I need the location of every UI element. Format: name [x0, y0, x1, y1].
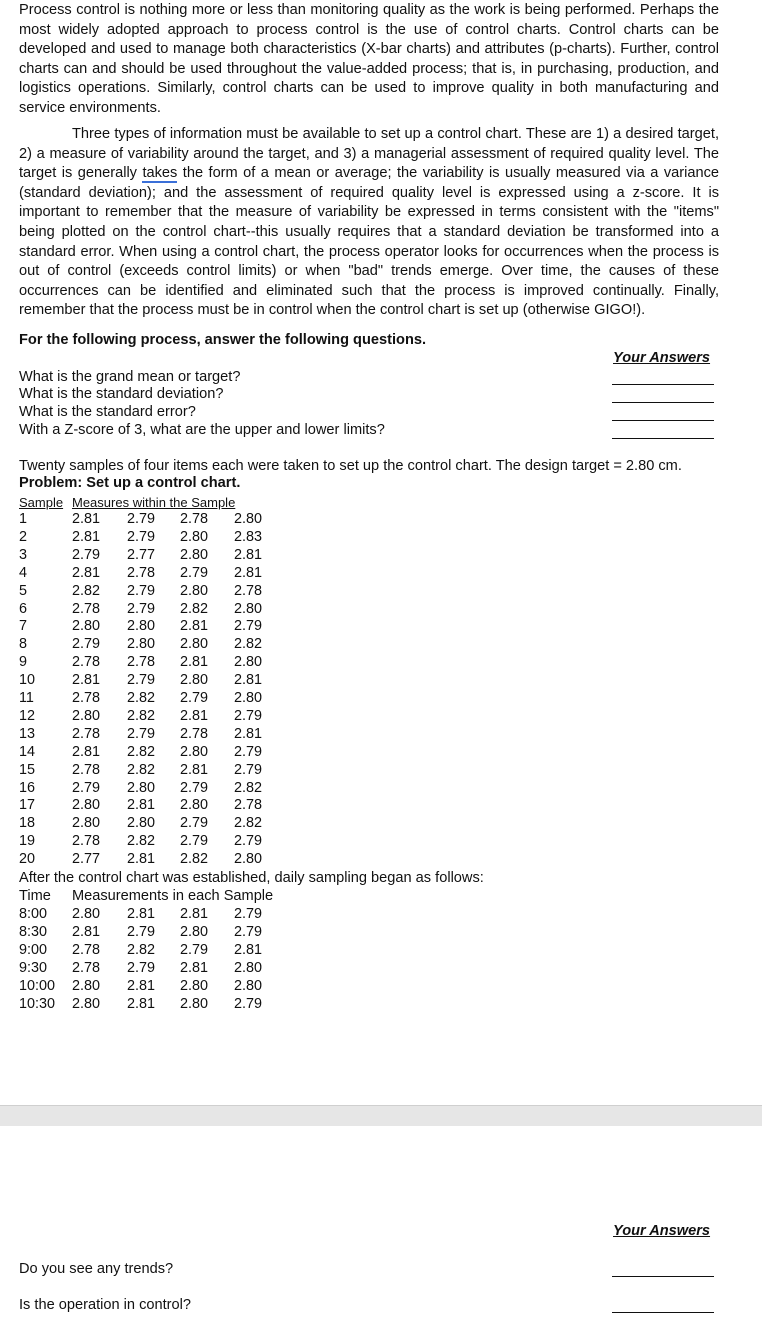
sample-value: 2.81	[180, 618, 209, 635]
sample-value: 2.80	[127, 815, 156, 832]
sample-value: 2.80	[180, 672, 209, 689]
sample-row	[0, 635, 300, 653]
sample-value: 2.77	[72, 851, 101, 868]
sample-value: 2.81	[180, 761, 209, 778]
measures-column-header: Measures within the Sample	[72, 495, 236, 510]
sample-row	[0, 796, 300, 814]
sample-value: 2.79	[127, 600, 156, 617]
sample-label: 20	[19, 851, 36, 868]
sample-value: 2.82	[127, 743, 156, 760]
sample-value: 2.80	[234, 600, 263, 617]
daily-sample-row	[0, 941, 300, 959]
sample-label: 19	[19, 833, 36, 850]
sample-value: 2.79	[234, 707, 263, 724]
question-std-error: What is the standard error?	[19, 404, 196, 420]
sample-row	[0, 707, 300, 725]
sample-row	[0, 528, 300, 546]
daily-sample-row	[0, 959, 300, 977]
sample-value: 2.80	[234, 690, 263, 706]
sample-row	[0, 779, 300, 797]
daily-sample-value: 2.79	[127, 959, 156, 976]
sample-value: 2.79	[234, 743, 263, 760]
sample-value: 2.79	[127, 528, 156, 545]
question-std-dev: What is the standard deviation?	[19, 386, 224, 402]
sample-value: 2.77	[127, 546, 156, 563]
sample-label: 17	[19, 797, 36, 814]
answer-line-in-control[interactable]	[612, 1312, 714, 1313]
sample-value: 2.81	[180, 707, 209, 724]
sample-value: 2.78	[180, 511, 209, 527]
question-trends: Do you see any trends?	[19, 1261, 174, 1277]
sample-value: 2.78	[127, 654, 156, 671]
instruction-text: For the following process, answer the following questions.	[19, 332, 427, 348]
sample-value: 2.78	[72, 600, 101, 617]
question-in-control: Is the operation in control?	[19, 1297, 191, 1313]
daily-sample-row	[0, 995, 300, 1013]
page-two	[0, 1126, 762, 1318]
daily-sample-value: 2.78	[72, 941, 101, 958]
sample-value: 2.78	[72, 761, 101, 778]
sample-row	[0, 689, 300, 707]
sample-value: 2.80	[72, 707, 101, 724]
sample-row	[0, 671, 300, 689]
sample-value: 2.78	[72, 725, 101, 742]
your-answers-heading: Your Answers	[613, 350, 711, 366]
sample-row	[0, 725, 300, 743]
daily-sample-value: 2.79	[234, 995, 263, 1012]
setup-text: Twenty samples of four items each were taken to set up the control chart. The design target = 2.80 cm.	[19, 458, 682, 474]
daily-sample-value: 2.78	[72, 959, 101, 976]
sample-value: 2.79	[127, 672, 156, 689]
sample-value: 2.79	[72, 636, 101, 653]
sample-value: 2.80	[72, 618, 101, 635]
sample-value: 2.81	[127, 797, 156, 814]
sample-value: 2.82	[127, 707, 156, 724]
sample-value: 2.79	[180, 779, 209, 796]
sample-label: 14	[19, 743, 36, 760]
sample-value: 2.78	[127, 564, 156, 581]
sample-label: 12	[19, 707, 36, 724]
sample-value: 2.81	[72, 564, 101, 581]
daily-sample-row	[0, 977, 300, 995]
sample-value: 2.78	[234, 582, 263, 599]
sample-row	[0, 510, 300, 528]
daily-sample-row	[0, 923, 300, 941]
your-answers-heading-2: Your Answers	[613, 1223, 711, 1239]
sample-value: 2.83	[234, 528, 263, 545]
sample-value: 2.79	[180, 564, 209, 581]
sample-row	[0, 564, 300, 582]
sample-value: 2.79	[127, 725, 156, 742]
daily-sample-row	[0, 905, 300, 923]
sample-value: 2.81	[234, 672, 263, 689]
sample-value: 2.81	[72, 743, 101, 760]
sample-row	[0, 600, 300, 618]
daily-sample-value: 2.81	[72, 923, 101, 940]
sample-label: 13	[19, 725, 36, 742]
sample-value: 2.80	[180, 743, 209, 760]
info-paragraph	[19, 125, 719, 321]
sample-label: 2	[19, 528, 28, 545]
problem-text: Problem: Set up a control chart.	[19, 475, 241, 491]
intro-paragraph: Process control is nothing more or less than monitoring quality as the work is being performed. Perhaps the most widely adopted approach to process control is the use of control charts. Control charts can be developed and used to manage both characteristics (X-bar charts) and attributes (p-charts). Further, control charts can and should be used throughout the value-added process; that is, in purchasing, production, and logistics operations. Similarly, control charts can be used to improve quality in both manufacturing and service environments.	[19, 2, 719, 116]
info-paragraph-start: Three types of information must be available to set up a control chart. These are 1) a desired target, 2) a measure of variability around the target, and 3) a managerial assessment of required quality level. The target is generally	[19, 126, 719, 182]
after-text: After the control chart was established, daily sampling began as follows:	[19, 870, 484, 886]
sample-value: 2.82	[234, 636, 263, 653]
sample-row	[0, 761, 300, 779]
daily-sample-value: 2.79	[180, 941, 209, 958]
daily-sample-value: 2.79	[234, 923, 263, 940]
sample-value: 2.80	[72, 797, 101, 814]
sample-value: 2.80	[127, 618, 156, 635]
sample-value: 2.79	[180, 690, 209, 706]
daily-sample-value: 2.80	[180, 923, 209, 940]
sample-column-header: Sample	[19, 495, 64, 510]
sample-label: 11	[19, 690, 34, 706]
sample-value: 2.80	[234, 511, 263, 527]
answer-line-4[interactable]	[612, 438, 714, 439]
answer-line-2[interactable]	[612, 402, 714, 403]
sample-row	[0, 546, 300, 564]
sample-value: 2.78	[72, 833, 101, 850]
sample-value: 2.81	[180, 654, 209, 671]
sample-value: 2.78	[234, 797, 263, 814]
sample-value: 2.81	[72, 511, 101, 527]
sample-value: 2.80	[234, 851, 263, 868]
sample-value: 2.79	[180, 833, 209, 850]
sample-row	[0, 850, 300, 868]
sample-label: 4	[19, 564, 28, 581]
sample-value: 2.79	[127, 582, 156, 599]
daily-sample-value: 2.80	[234, 977, 263, 994]
sample-value: 2.82	[127, 761, 156, 778]
sample-label: 8	[19, 636, 28, 653]
sample-value: 2.79	[72, 779, 101, 796]
daily-sample-value: 2.81	[234, 941, 263, 958]
sample-value: 2.79	[180, 815, 209, 832]
sample-label: 6	[19, 600, 28, 617]
sample-value: 2.82	[180, 600, 209, 617]
sample-row	[0, 743, 300, 761]
sample-value: 2.81	[72, 528, 101, 545]
daily-sample-value: 2.80	[234, 959, 263, 976]
sample-value: 2.81	[72, 672, 101, 689]
sample-value: 2.82	[127, 690, 156, 706]
sample-label: 15	[19, 761, 36, 778]
daily-sample-label: 9:00	[19, 941, 48, 958]
sample-value: 2.81	[234, 546, 263, 563]
sample-row	[0, 617, 300, 635]
daily-sample-value: 2.81	[127, 906, 156, 922]
sample-value: 2.78	[180, 725, 209, 742]
sample-value: 2.80	[180, 797, 209, 814]
daily-sample-label: 10:30	[19, 995, 56, 1012]
sample-value: 2.80	[127, 636, 156, 653]
sample-value: 2.81	[127, 851, 156, 868]
sample-value: 2.82	[127, 833, 156, 850]
sample-value: 2.79	[72, 546, 101, 563]
daily-sample-value: 2.79	[127, 923, 156, 940]
daily-sample-value: 2.81	[127, 977, 156, 994]
sample-label: 10	[19, 672, 36, 689]
daily-sample-value: 2.80	[180, 995, 209, 1012]
sample-value: 2.80	[180, 582, 209, 599]
sample-value: 2.81	[234, 725, 263, 742]
sample-value: 2.81	[234, 564, 263, 581]
takes-link[interactable]: takes	[142, 165, 178, 182]
daily-sample-value: 2.80	[180, 977, 209, 994]
daily-sample-value: 2.80	[72, 995, 101, 1012]
question-grand-mean: What is the grand mean or target?	[19, 369, 241, 385]
daily-sample-value: 2.81	[180, 906, 209, 922]
sample-value: 2.79	[234, 761, 263, 778]
sample-label: 1	[19, 511, 28, 527]
daily-sample-label: 10:00	[19, 977, 56, 994]
sample-label: 7	[19, 618, 28, 635]
sample-value: 2.80	[180, 546, 209, 563]
time-column-header: Time	[19, 888, 51, 904]
question-limits: With a Z-score of 3, what are the upper and lower limits?	[19, 422, 385, 438]
sample-value: 2.80	[234, 654, 263, 671]
answer-line-3[interactable]	[612, 420, 714, 421]
sample-row	[0, 832, 300, 850]
sample-label: 18	[19, 815, 36, 832]
sample-label: 9	[19, 654, 28, 671]
page-separator	[0, 1105, 762, 1127]
daily-sample-label: 8:00	[19, 906, 48, 922]
daily-sample-value: 2.82	[127, 941, 156, 958]
sample-value: 2.82	[72, 582, 101, 599]
sample-value: 2.79	[234, 618, 263, 635]
sample-row	[0, 653, 300, 671]
sample-value: 2.78	[72, 654, 101, 671]
sample-value: 2.78	[72, 690, 101, 706]
sample-row	[0, 814, 300, 832]
sample-value: 2.79	[127, 511, 156, 527]
daily-sample-value: 2.81	[127, 995, 156, 1012]
answer-line-1[interactable]	[612, 384, 714, 385]
sample-value: 2.82	[234, 815, 263, 832]
sample-label: 16	[19, 779, 36, 796]
sample-label: 3	[19, 546, 28, 563]
sample-value: 2.80	[180, 528, 209, 545]
daily-sample-value: 2.80	[72, 906, 101, 922]
daily-sample-label: 9:30	[19, 959, 48, 976]
answer-line-trends[interactable]	[612, 1276, 714, 1277]
sample-value: 2.80	[72, 815, 101, 832]
daily-sample-value: 2.80	[72, 977, 101, 994]
sample-value: 2.82	[180, 851, 209, 868]
sample-value: 2.79	[234, 833, 263, 850]
sample-row	[0, 582, 300, 600]
sample-value: 2.80	[127, 779, 156, 796]
info-paragraph-end: the form of a mean or average; the variability is usually measured via a variance (standard deviation); and the assessment of required quality level is expressed using a z-score. It is important to remember that the measure of variability be expressed in terms consistent with the "items" being plotted on the control chart--this usually requires that a standard deviation be transformed into a standard error. When using a control chart, the process operator looks for occurrences when the process is out of control (exceeds control limits) or when "bad" trends emerge. Over time, the causes of these occurrences can be identified and eliminated such that the process is improved continually. Finally, remember that the process must be in control when the control chart is set up (otherwise GIGO!).	[19, 165, 720, 319]
measurements-column-header: Measurements in each Sample	[72, 888, 274, 904]
daily-sample-value: 2.79	[234, 906, 263, 922]
sample-value: 2.80	[180, 636, 209, 653]
daily-sample-label: 8:30	[19, 923, 48, 940]
daily-sample-value: 2.81	[180, 959, 209, 976]
sample-label: 5	[19, 582, 28, 599]
sample-value: 2.82	[234, 779, 263, 796]
